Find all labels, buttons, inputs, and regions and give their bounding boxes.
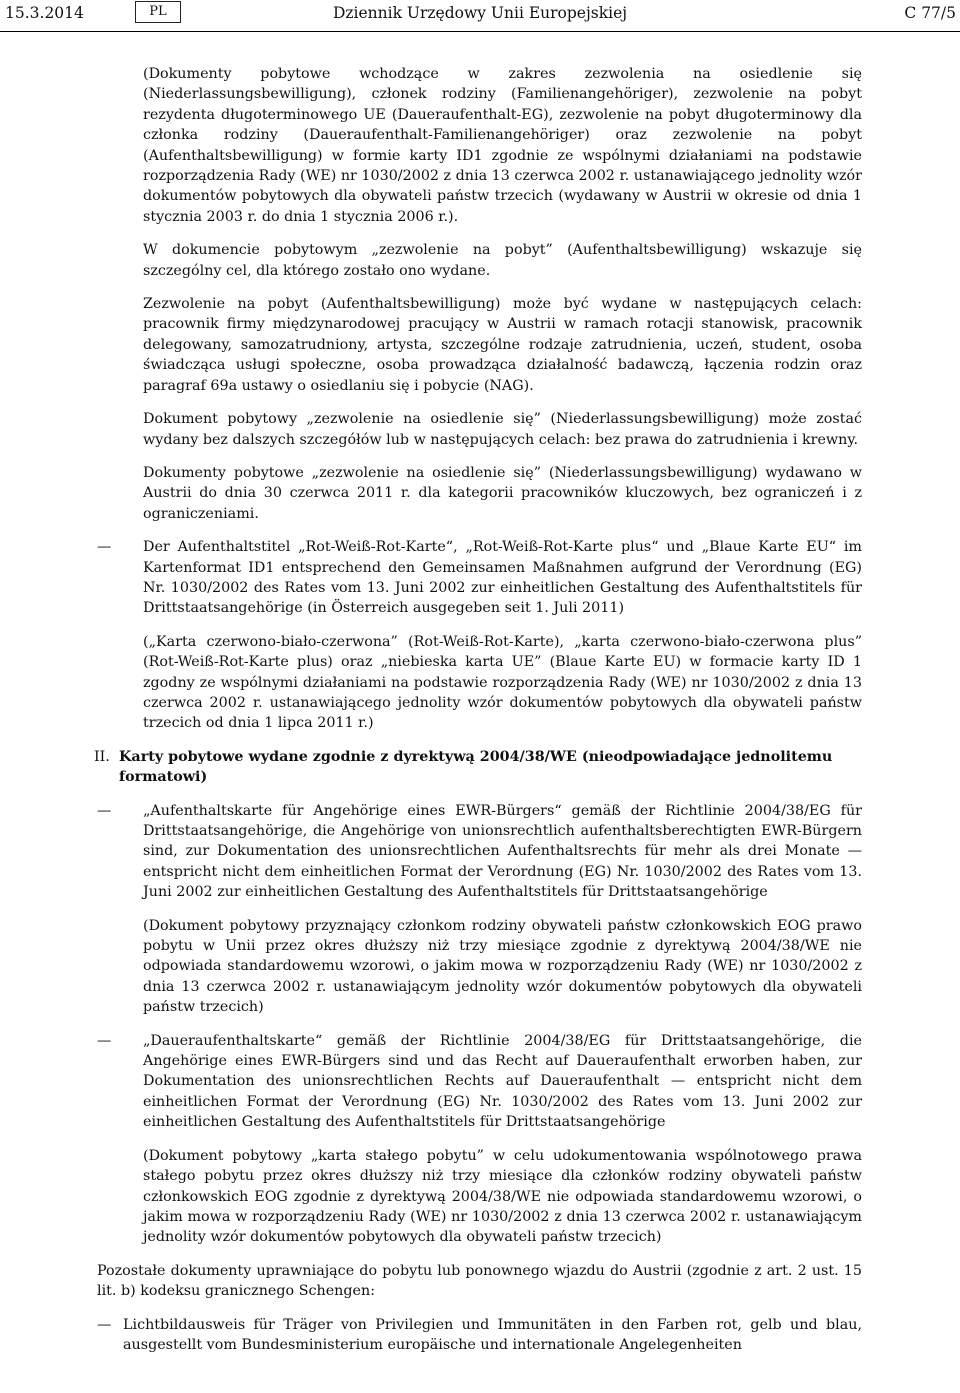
- dash-bullet: —: [97, 539, 112, 556]
- section-number: II.: [94, 748, 110, 765]
- page-header: [0, 0, 960, 34]
- translation-paragraph: (Dokument pobytowy „karta stałego pobytu” w celu udokumentowania wspólnotowego prawa stałego pobytu przez okres dłuższy niż trzy miesiące dla członków rodziny obywateli państw członkowskich EOG zgodnie z dyrektywą 2004/38/WE nie odpowiada standardowemu wzorowi, o jakim mowa w rozporządzeniu Rady (WE) nr 1030/2002 z dnia 13 czerwca 2002 r. ustanawiającym jednolity wzór dokumentów pobytowych dla obywateli państw trzecich): [143, 1147, 862, 1246]
- paragraph: Zezwolenie na pobyt (Aufenthaltsbewilligung) może być wydane w następujących celach: pracownik firmy międzynarodowej pracujący w Austrii w ramach rotacji stanowisk, pracownik delegowany, samozatrudniony, artysta, szczególne rodzaje zatrudnienia, uczeń, student, osoba świadcząca usługi społeczne, osoba prowadząca działalność badawczą, łączenia rodzin oraz paragraf 69a ustawy o osiedlaniu się i pobycie (NAG).: [143, 296, 862, 394]
- translation-paragraph: („Karta czerwono-biało-czerwona” (Rot-Weiß-Rot-Karte), „karta czerwono-biało-czerwona plus” (Rot-Weiß-Rot-Karte plus) oraz „niebieska karta UE” (Blaue Karte EU) w formacie karty ID 1 zgodny ze wspólnymi działaniami na podstawie rozporządzenia Rady (WE) nr 1030/2002 z dnia 13 czerwca 2002 r. ustanawiającego jednolity wzór dokumentów pobytowych dla obywateli państw trzecich od dnia 1 lipca 2011 r.): [143, 633, 862, 732]
- paragraph: W dokumencie pobytowym „zezwolenie na pobyt” (Aufenthaltsbewilligung) wskazuje się szczególny cel, dla którego zostało ono wydane.: [143, 242, 862, 279]
- list-item: [97, 1031, 862, 1133]
- paragraph: Dokument pobytowy „zezwolenie na osiedlenie się” (Niederlassungsbewilligung) może zostać wydany bez dalszych szczegółów lub w następujących celach: bez prawa do zatrudnienia i krewny.: [143, 411, 862, 448]
- dash-bullet: —: [97, 1316, 112, 1333]
- list-item-text: „Daueraufenthaltskarte“ gemäß der Richtlinie 2004/38/EG für Drittstaatsangehörige, die Angehörige eines EWR-Bürgers sind und das Recht auf Daueraufenthalt erworben haben, zur Dokumentation des unionsrechtlichen Rechts auf Daueraufenthalt — entspricht nicht dem einheitlichen Format der Verordnung (EG) Nr. 1030/2002 des Rates vom 13. Juni 2002 zur einheitlichen Gestaltung des Aufenthaltstitels für Drittstaatsangehörige: [143, 1032, 862, 1131]
- list-item: [97, 537, 862, 619]
- translation-paragraph: (Dokument pobytowy przyznający członkom rodziny obywateli państw członkowskich EOG prawo pobytu w Unii przez okres dłuższy niż trzy miesiące zgodnie z dyrektywą 2004/38/WE nie odpowiada standardowemu wzorowi, o jakim mowa w rozporządzeniu Rady (WE) nr 1030/2002 z dnia 13 czerwca 2002 r. ustanawiającym jednolity wzór dokumentów pobytowych dla obywateli państw trzecich): [143, 917, 862, 1016]
- journal-title: Dziennik Urzędowy Unii Europejskiej: [332, 4, 628, 22]
- list-item: [97, 801, 862, 903]
- list-item-text: Der Aufenthaltstitel „Rot-Weiß-Rot-Karte“, „Rot-Weiß-Rot-Karte plus“ und „Blaue Karte EU“ im Kartenformat ID1 entsprechend den Gemeinsamen Maßnahmen aufgrund der Verordnung (EG) Nr. 1030/2002 des Rates vom 13. Juni 2002 zur einheitlichen Gestaltung des Aufenthaltstitels für Drittstaatsangehörige (in Österreich ausgegeben seit 1. Juli 2011): [143, 539, 862, 617]
- list-item-text: Lichtbildausweis für Träger von Privilegien und Immunitäten in den Farben rot, gelb und blau, ausgestellt vom Bundesministerium europäische und internationale Angelegenheiten: [123, 1316, 862, 1353]
- paragraph: (Dokumenty pobytowe wchodzące w zakres zezwolenia na osiedlenie się (Niederlassungsbewilligung), członek rodziny (Familienangehöriger), zezwolenie na pobyt rezydenta długoterminowego UE (Daueraufenthalt-EG), zezwolenie na pobyt długoterminowy dla członka rodziny (Daueraufenthalt-Familienangehöriger) oraz zezwolenie na pobyt (Aufenthaltsbewilligung) w formie karty ID1 zgodnie ze wspólnymi działaniami na podstawie rozporządzenia Rady (WE) nr 1030/2002 z dnia 13 czerwca 2002 r. ustanawiającego jednolity wzór dokumentów pobytowych dla obywateli państw trzecich (wydawany w Austrii w okresie od dnia 1 stycznia 2003 r. do dnia 1 stycznia 2006 r.).: [143, 66, 862, 225]
- list-item-text: „Aufenthaltskarte für Angehörige eines EWR-Bürgers“ gemäß der Richtlinie 2004/38/EG für Drittstaatsangehörige, die Angehörige von unionsrechtlich aufenthaltsberechtigten EWR-Bürgern sind, zur Dokumentation des unionsrechtlichen Aufenthaltsrechts für mehr als drei Monate — entspricht nicht dem einheitlichen Format der Verordnung (EG) Nr. 1030/2002 des Rates vom 13. Juni 2002 zur einheitlichen Gestaltung des Aufenthaltstitels für Drittstaatsangehörige: [143, 802, 862, 901]
- page-number: C 77/5: [904, 4, 956, 22]
- dash-bullet: —: [97, 802, 112, 819]
- language-badge: PL: [135, 1, 181, 23]
- list-item: [97, 1315, 862, 1356]
- section-title: Karty pobytowe wydane zgodnie z dyrektywą 2004/38/WE (nieodpowiadające jednolitemu formatowi): [119, 748, 833, 786]
- dash-bullet: —: [97, 1032, 112, 1049]
- paragraph: Pozostałe dokumenty uprawniające do pobytu lub ponownego wjazdu do Austrii (zgodnie z art. 2 ust. 15 lit. b) kodeksu granicznego Schengen:: [97, 1262, 862, 1300]
- document-body: [0, 64, 960, 1355]
- paragraph: Dokumenty pobytowe „zezwolenie na osiedlenie się” (Niederlassungsbewilligung) wydawano w Austrii do dnia 30 czerwca 2011 r. dla kategorii pracowników kluczowych, bez ograniczeń i z ograniczeniami.: [143, 464, 862, 522]
- header-divider: [0, 31, 960, 32]
- section-heading: [94, 747, 864, 788]
- publication-date: 15.3.2014: [5, 4, 84, 22]
